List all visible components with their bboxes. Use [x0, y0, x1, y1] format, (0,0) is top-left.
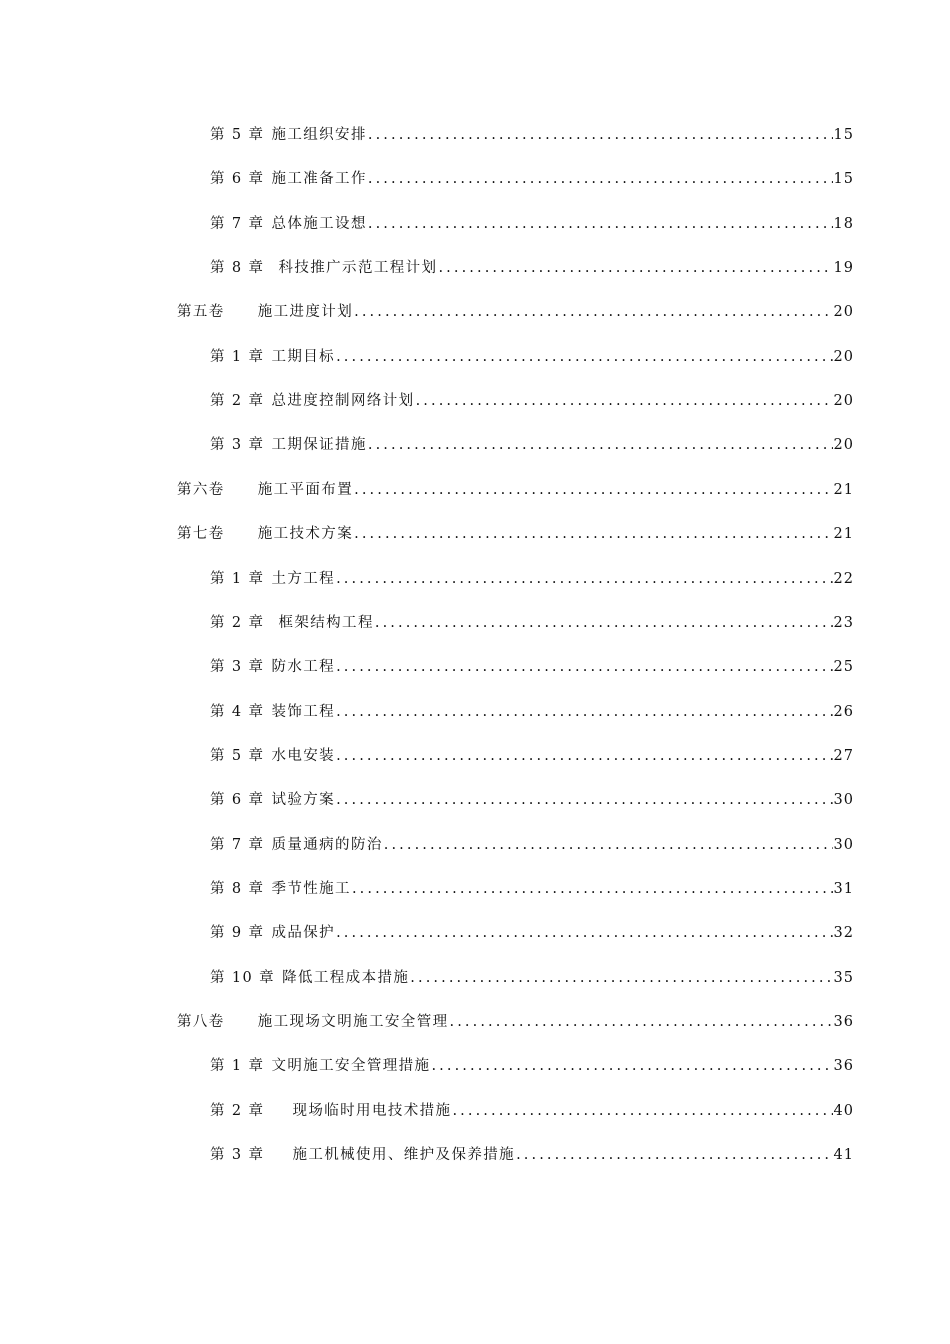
toc-entry-page-number: 22	[833, 570, 854, 587]
toc-entry[interactable]	[210, 118, 854, 144]
toc-entry[interactable]	[210, 739, 854, 765]
toc-dot-leader	[516, 1146, 832, 1164]
toc-entry-page-number: 20	[833, 304, 854, 321]
toc-entry[interactable]	[177, 473, 854, 499]
toc-entry-page-number: 41	[833, 1147, 854, 1164]
toc-entry-page-number: 27	[833, 747, 854, 764]
toc-entry-page-number: 36	[833, 1014, 854, 1030]
toc-entry-page-number: 25	[833, 659, 854, 676]
toc-entry-number: 第 3 章	[210, 1147, 265, 1164]
toc-entry-number: 第 5 章	[210, 747, 265, 764]
toc-entry-page-number: 32	[833, 925, 854, 942]
toc-entry-page-number: 40	[833, 1102, 854, 1119]
toc-entry[interactable]	[210, 1094, 854, 1120]
toc-entry[interactable]	[210, 961, 854, 987]
toc-entry-page-number: 21	[833, 481, 854, 498]
toc-entry-page-number: 30	[833, 836, 854, 853]
toc-entry-title: 施工进度计划	[257, 304, 354, 321]
toc-entry[interactable]	[210, 384, 854, 410]
toc-entry-title: 施工准备工作	[271, 171, 367, 188]
toc-entry-page-number: 23	[833, 614, 854, 631]
toc-entry-title: 降低工程成本措施	[282, 969, 410, 986]
toc-entry-number: 第七卷	[177, 526, 225, 543]
toc-entry-title: 施工组织安排	[271, 127, 367, 143]
toc-dot-leader	[368, 436, 833, 454]
toc-entry-number: 第 1 章	[210, 570, 265, 587]
toc-dot-leader	[368, 215, 833, 233]
toc-entry-page-number: 30	[833, 792, 854, 809]
toc-dot-leader	[410, 969, 832, 987]
toc-entry-number: 第 4 章	[210, 703, 265, 720]
toc-entry-title: 科技推广示范工程计划	[278, 260, 438, 277]
toc-entry-number: 第六卷	[177, 481, 225, 498]
toc-entry-number: 第 3 章	[210, 437, 265, 454]
toc-entry[interactable]	[210, 1138, 854, 1164]
toc-dot-leader	[375, 614, 833, 632]
toc-entry-title: 施工技术方案	[257, 526, 354, 543]
toc-entry-title: 框架结构工程	[278, 614, 374, 631]
toc-entry-page-number: 20	[833, 348, 854, 365]
toc-entry-title: 装饰工程	[271, 703, 336, 720]
toc-entry[interactable]	[177, 1005, 854, 1031]
toc-entry-number: 第八卷	[177, 1014, 225, 1030]
toc-entry-title: 试验方案	[271, 792, 336, 809]
toc-entry-number: 第五卷	[177, 304, 225, 321]
toc-entry[interactable]	[210, 872, 854, 898]
toc-dot-leader	[368, 126, 833, 144]
toc-entry[interactable]	[210, 562, 854, 588]
toc-entry-title: 工期目标	[271, 348, 336, 365]
toc-entry-number: 第 2 章	[210, 614, 265, 631]
toc-entry-page-number: 15	[833, 127, 854, 143]
toc-entry-number: 第 2 章	[210, 1102, 265, 1119]
toc-dot-leader	[354, 481, 832, 499]
toc-entry-title: 总进度控制网络计划	[271, 393, 415, 410]
toc-entry-page-number: 19	[833, 260, 854, 277]
toc-entry[interactable]	[210, 695, 854, 721]
toc-entry-number: 第 10 章	[210, 969, 276, 986]
toc-entry-title: 水电安装	[271, 747, 336, 764]
toc-entry[interactable]	[210, 340, 854, 366]
toc-dot-leader	[336, 658, 832, 676]
toc-entry-number: 第 6 章	[210, 792, 265, 809]
toc-entry[interactable]	[210, 650, 854, 676]
toc-entry[interactable]	[210, 162, 854, 188]
toc-dot-leader	[450, 1013, 833, 1031]
toc-dot-leader	[352, 880, 833, 898]
toc-entry-number: 第 6 章	[210, 171, 265, 188]
toc-entry-number: 第 8 章	[210, 880, 265, 897]
toc-entry-title: 成品保护	[271, 925, 336, 942]
toc-entry-title: 质量通病的防治	[271, 836, 383, 853]
toc-entry-page-number: 18	[833, 215, 854, 232]
toc-dot-leader	[431, 1057, 832, 1075]
toc-entry-title: 文明施工安全管理措施	[271, 1058, 431, 1075]
toc-entry-page-number: 31	[833, 880, 854, 897]
toc-dot-leader	[368, 170, 833, 188]
toc-entry-page-number: 20	[833, 393, 854, 410]
toc-entry-title: 土方工程	[271, 570, 336, 587]
toc-entry[interactable]	[210, 828, 854, 854]
toc-entry-title: 现场临时用电技术措施	[292, 1102, 452, 1119]
toc-dot-leader	[336, 348, 832, 366]
toc-entry-title: 防水工程	[271, 659, 336, 676]
toc-entry-number: 第 3 章	[210, 659, 265, 676]
toc-entry[interactable]	[210, 606, 854, 632]
toc-entry-number: 第 7 章	[210, 836, 265, 853]
toc-entry-page-number: 36	[833, 1058, 854, 1075]
toc-entry[interactable]	[210, 916, 854, 942]
toc-entry-page-number: 35	[833, 969, 854, 986]
toc-entry-page-number: 20	[833, 437, 854, 454]
toc-entry-number: 第 5 章	[210, 127, 265, 143]
toc-entry-title: 总体施工设想	[271, 215, 367, 232]
toc-entry-number: 第 1 章	[210, 348, 265, 365]
toc-dot-leader	[336, 924, 832, 942]
toc-dot-leader	[336, 703, 832, 721]
toc-dot-leader	[452, 1102, 832, 1120]
toc-dot-leader	[354, 303, 832, 321]
toc-dot-leader	[336, 791, 832, 809]
toc-dot-leader	[416, 392, 833, 410]
toc-entry-title: 季节性施工	[271, 880, 351, 897]
toc-dot-leader	[336, 570, 832, 588]
toc-entry-title: 施工平面布置	[257, 481, 354, 498]
toc-dot-leader	[384, 836, 833, 854]
toc-entry[interactable]	[210, 251, 854, 277]
toc-dot-leader	[354, 525, 832, 543]
toc-entry-page-number: 26	[833, 703, 854, 720]
toc-entry-title: 施工现场文明施工安全管理	[257, 1014, 449, 1030]
toc-entry-page-number: 15	[833, 171, 854, 188]
toc-dot-leader	[336, 747, 832, 765]
toc-entry-number: 第 1 章	[210, 1058, 265, 1075]
toc-entry-number: 第 8 章	[210, 260, 265, 277]
toc-dot-leader	[438, 259, 832, 277]
toc-entry[interactable]	[210, 783, 854, 809]
toc-entry[interactable]	[177, 517, 854, 543]
toc-entry-page-number: 21	[833, 526, 854, 543]
toc-entry-number: 第 9 章	[210, 925, 265, 942]
toc-entry-number: 第 7 章	[210, 215, 265, 232]
toc-entry[interactable]	[210, 1049, 854, 1075]
toc-entry-title: 施工机械使用、维护及保养措施	[292, 1147, 516, 1164]
toc-entry[interactable]	[177, 295, 854, 321]
toc-entry[interactable]	[210, 207, 854, 233]
toc-entry[interactable]	[210, 428, 854, 454]
toc-entry-title: 工期保证措施	[271, 437, 367, 454]
toc-entry-number: 第 2 章	[210, 393, 265, 410]
